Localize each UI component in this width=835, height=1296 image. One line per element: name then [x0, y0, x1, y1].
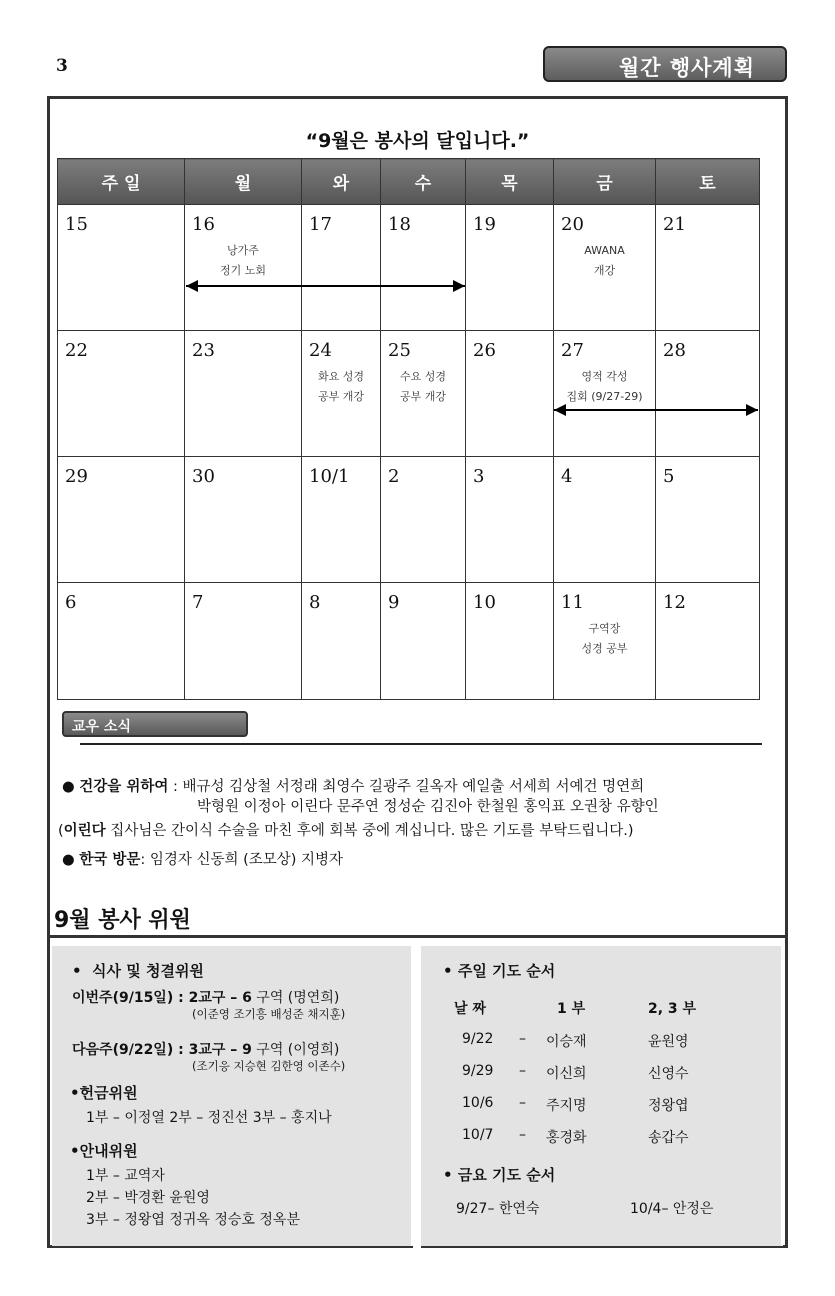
panel-divider	[413, 940, 421, 1248]
weekday-fri: 금	[554, 159, 656, 205]
prayer-row-date: 9/29	[462, 1063, 494, 1079]
calendar-day-cell	[466, 457, 554, 583]
day-number: 4	[561, 466, 573, 487]
event-note: AWANA 개강	[584, 244, 625, 277]
day-number: 29	[65, 466, 88, 487]
prayer-row-dash: –	[519, 1127, 526, 1143]
prayer-row-first: 이승재	[546, 1034, 587, 1050]
prayer-row-first: 주지명	[546, 1098, 587, 1114]
usher-line-1: 1부 – 교역자	[86, 1168, 165, 1184]
bullet-icon: •	[443, 1166, 453, 1184]
day-number: 9	[388, 592, 400, 613]
calendar-day-cell	[656, 331, 760, 457]
bullet-icon: ●	[62, 852, 75, 868]
col-header-date: 날 짜	[454, 1001, 486, 1017]
visit-names: : 임경자 신동희 (조모상) 지병자	[140, 852, 344, 868]
recovery-name: 이린다	[63, 823, 106, 839]
prayer-row-dash: –	[519, 1095, 526, 1111]
col-header-first: 1 부	[557, 1001, 586, 1017]
prayer-row-second: 윤원영	[648, 1034, 689, 1050]
calendar-day-cell	[58, 457, 185, 583]
day-number: 23	[192, 340, 215, 361]
day-number: 16	[192, 214, 215, 235]
day-number: 30	[192, 466, 215, 487]
health-names-1: : 배규성 김상철 서정래 최영수 길광주 길옥자 예일출 서세희 서예건 명연희	[168, 779, 645, 795]
weekday-wed: 수	[381, 159, 466, 205]
day-number: 3	[473, 466, 485, 487]
day-number: 15	[65, 214, 88, 235]
calendar-day-cell	[466, 331, 554, 457]
calendar-day-cell	[58, 331, 185, 457]
bullet-icon: ●	[62, 779, 75, 795]
calendar-day-cell	[554, 331, 656, 457]
calendar-day-cell	[58, 583, 185, 700]
calendar-day-cell	[554, 583, 656, 700]
day-number: 5	[663, 466, 675, 487]
event-note: 구역장 성경 공부	[581, 622, 628, 655]
calendar-day-cell	[302, 205, 381, 331]
friday-prayer-entry-2: 10/4– 안정은	[630, 1201, 714, 1217]
meal-heading: • 식사 및 청결위원	[72, 962, 204, 980]
prayer-row-first: 홍경화	[546, 1130, 587, 1146]
calendar-day-cell	[58, 205, 185, 331]
calendar-day-cell	[185, 583, 302, 700]
usher-line-2: 2부 – 박경환 윤원영	[86, 1190, 210, 1206]
calendar-day-cell	[185, 331, 302, 457]
calendar-day-cell	[381, 583, 466, 700]
day-number: 18	[388, 214, 411, 235]
day-number: 24	[309, 340, 332, 361]
event-note: 화요 성경 공부 개강	[317, 370, 364, 403]
calendar-day-cell	[554, 205, 656, 331]
calendar-day-cell	[185, 205, 302, 331]
calendar-day-cell	[466, 205, 554, 331]
calendar-day-cell	[381, 331, 466, 457]
prayer-row-second: 신영수	[648, 1066, 689, 1082]
day-number: 10	[473, 592, 496, 613]
day-number: 21	[663, 214, 686, 235]
day-number: 2	[388, 466, 400, 487]
weekday-tue: 와	[302, 159, 381, 205]
col-header-second: 2, 3 부	[648, 1001, 697, 1017]
event-span-arrow-revival	[554, 404, 758, 416]
event-note: 영적 각성 집회 (9/27-29)	[566, 370, 643, 403]
korea-visit-line	[62, 848, 343, 869]
calendar-week-row	[58, 583, 760, 700]
prayer-row-first: 이신희	[546, 1066, 587, 1082]
calendar-week-row	[58, 205, 760, 331]
event-span-arrow-presbytery	[186, 280, 465, 292]
day-number: 10/1	[309, 466, 350, 487]
health-label: 건강을 위하여	[79, 779, 169, 795]
prayer-row-dash: –	[519, 1063, 526, 1079]
calendar-day-cell	[466, 583, 554, 700]
calendar-day-cell	[302, 457, 381, 583]
calendar-day-cell	[656, 457, 760, 583]
calendar-day-cell	[656, 583, 760, 700]
offering-heading: •헌금위원	[70, 1084, 138, 1102]
usher-heading: •안내위원	[70, 1142, 138, 1160]
calendar-title: “9월은 봉사의 달입니다.”	[305, 130, 530, 152]
bullet-icon: •	[443, 962, 453, 980]
recovery-note: (이린다 집사님은 간이식 수술을 마친 후에 회복 중에 계십니다. 많은 기도를 부탁드립니다.)	[58, 823, 634, 839]
prayer-row-date: 10/6	[462, 1095, 494, 1111]
meal-this-week-members: (이준영 조기흥 배성준 채지훈)	[192, 1007, 346, 1021]
weekday-header-row	[58, 159, 760, 205]
prayer-row-dash: –	[519, 1031, 526, 1047]
prayer-row-date: 10/7	[462, 1127, 494, 1143]
bullet-icon: •	[70, 1142, 80, 1160]
prayer-row-date: 9/22	[462, 1031, 494, 1047]
day-number: 26	[473, 340, 496, 361]
day-number: 28	[663, 340, 686, 361]
weekday-thu: 목	[466, 159, 554, 205]
usher-line-3: 3부 – 정왕엽 정귀옥 정승호 정옥분	[86, 1212, 300, 1228]
day-number: 22	[65, 340, 88, 361]
service-divider	[50, 935, 786, 938]
day-number: 25	[388, 340, 411, 361]
event-note: 수요 성경 공부 개강	[399, 370, 446, 403]
friday-prayer-entry-1: 9/27– 한연숙	[456, 1201, 540, 1217]
prayer-row-second: 송갑수	[648, 1130, 689, 1146]
day-number: 19	[473, 214, 496, 235]
calendar-day-cell	[381, 205, 466, 331]
health-names-2: 박형원 이정아 이린다 문주연 정성순 김진아 한철원 홍익표 오권창 유향인	[197, 799, 659, 815]
calendar-week-row	[58, 331, 760, 457]
event-note: 낭가주 정기 노회	[219, 244, 266, 277]
calendar-grid	[57, 158, 760, 700]
weekday-sat: 토	[656, 159, 760, 205]
weekday-sun: 주 일	[58, 159, 185, 205]
news-tab: 교우 소식	[62, 711, 248, 737]
sunday-prayer-heading: • 주일 기도 순서	[443, 962, 556, 980]
day-number: 8	[309, 592, 321, 613]
calendar-day-cell	[656, 205, 760, 331]
day-number: 6	[65, 592, 77, 613]
calendar-day-cell	[381, 457, 466, 583]
day-number: 17	[309, 214, 332, 235]
weekday-mon: 월	[185, 159, 302, 205]
offering-members: 1부 – 이정열 2부 – 정진선 3부 – 홍지나	[86, 1110, 332, 1126]
day-number: 12	[663, 592, 686, 613]
friday-prayer-heading: • 금요 기도 순서	[443, 1166, 556, 1184]
prayer-row-second: 정왕엽	[648, 1098, 689, 1114]
calendar-week-row	[58, 457, 760, 583]
calendar-day-cell	[554, 457, 656, 583]
news-divider	[80, 743, 762, 745]
calendar-day-cell	[302, 331, 381, 457]
meal-next-week-members: (조기응 지승현 김한영 이존수)	[192, 1059, 346, 1073]
meal-this-week: 이번주(9/15일) : 2교구 – 6 구역 (명연희)	[72, 990, 340, 1006]
day-number: 11	[561, 592, 584, 613]
page-number: 3	[56, 56, 68, 76]
day-number: 7	[192, 592, 204, 613]
calendar-day-cell	[302, 583, 381, 700]
meal-next-week: 다음주(9/22일) : 3교구 – 9 구역 (이영희)	[72, 1042, 340, 1058]
bullet-icon: •	[72, 962, 82, 980]
health-prayer-line	[62, 775, 644, 796]
day-number: 27	[561, 340, 584, 361]
calendar-day-cell	[185, 457, 302, 583]
day-number: 20	[561, 214, 584, 235]
service-section-title: 9월 봉사 위원	[54, 908, 191, 933]
visit-label: 한국 방문	[79, 852, 141, 868]
bullet-icon: •	[70, 1084, 80, 1102]
section-title-badge: 월간 행사계획	[543, 46, 787, 82]
